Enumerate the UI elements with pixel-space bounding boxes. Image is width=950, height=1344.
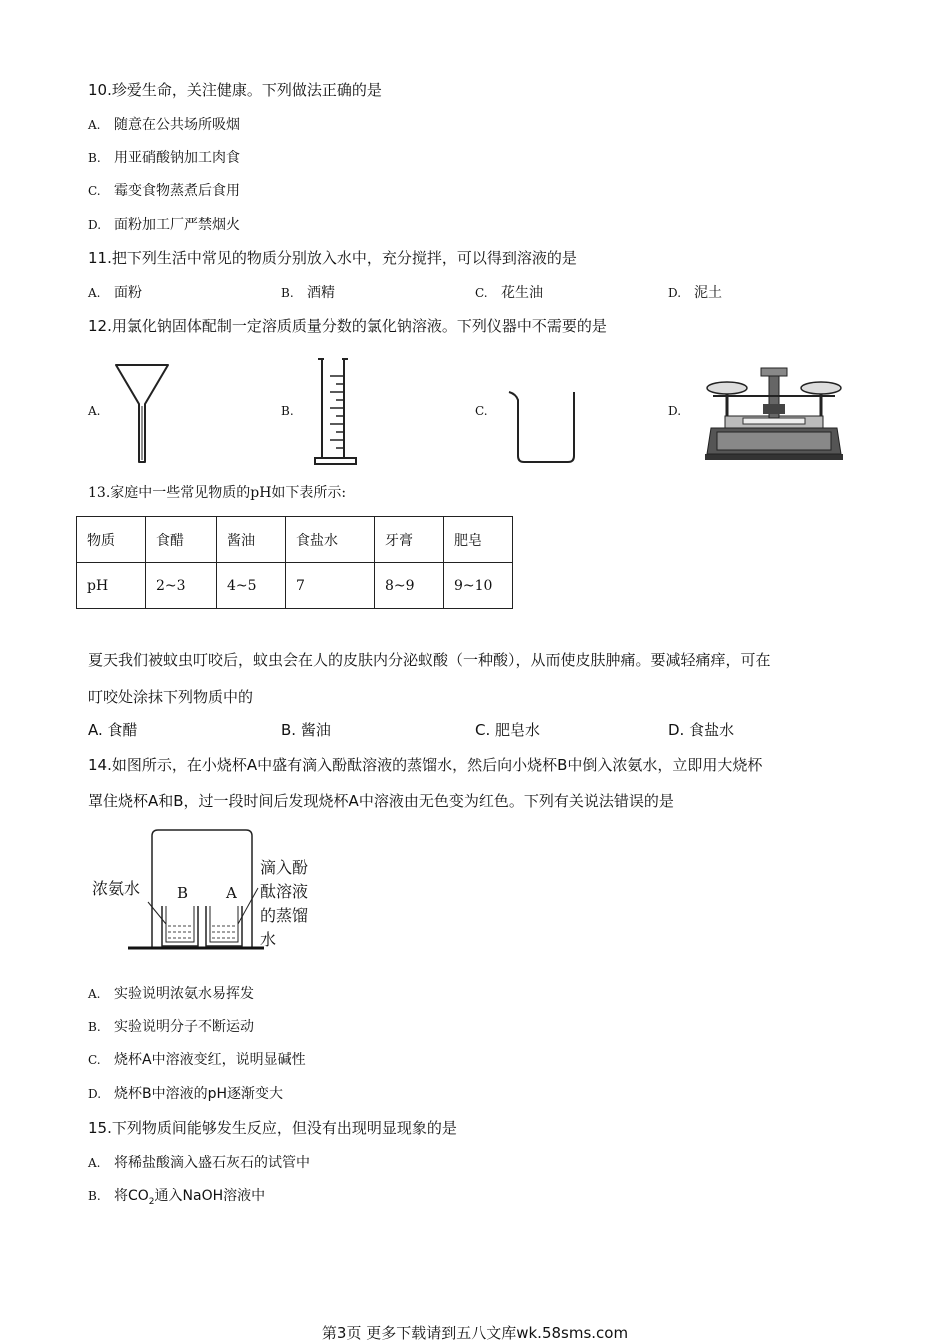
option-text: 面粉 (114, 285, 142, 301)
option-letter: D. (88, 218, 102, 232)
q11-option-b (281, 283, 335, 303)
option-text: 烧杯A中溶液变红，说明显碱性 (114, 1052, 306, 1068)
q12-option-a (88, 401, 114, 421)
q12-stem: 12.用氯化钠固体配制一定溶质质量分数的氯化钠溶液。下列仪器中不需要的是 (88, 317, 607, 335)
table-cell: 食盐水 (286, 517, 375, 563)
option-text: 实验说明浓氨水易挥发 (114, 986, 254, 1002)
table-cell: 8~9 (375, 563, 444, 609)
option-letter: B. (88, 1020, 101, 1034)
figure-label-line: 酞溶液 (260, 882, 309, 901)
q14-option-d (88, 1084, 283, 1104)
table-cell: 4~5 (217, 563, 286, 609)
q10-stem: 10.珍爱生命，关注健康。下列做法正确的是 (88, 81, 382, 99)
option-letter: A. (88, 404, 101, 418)
option-text: 花生油 (501, 285, 543, 301)
table-row (77, 517, 513, 563)
figure-label-ammonia: 浓氨水 (92, 879, 141, 898)
option-letter: C. (88, 1053, 101, 1067)
option-letter: A. (88, 721, 103, 739)
figure-label-line: 的蒸馏 (260, 906, 309, 925)
q14-option-b (88, 1017, 254, 1037)
q14-stem-line1: 14.如图所示，在小烧杯A中盛有滴入酚酞溶液的蒸馏水，然后向小烧杯B中倒入浓氨水，立即用大烧杯 (88, 756, 763, 774)
q11-option-a (88, 283, 142, 303)
q12-option-b (281, 401, 307, 421)
option-letter: B. (88, 1189, 101, 1203)
option-text: 酒精 (307, 285, 335, 301)
q10-option-b (88, 148, 240, 168)
q11-option-c (475, 283, 543, 303)
option-text-post: 通入NaOH溶液中 (154, 1188, 266, 1204)
option-letter: C. (475, 286, 488, 300)
figure-label-line: 滴入酚 (260, 858, 309, 877)
option-letter: D. (88, 1087, 102, 1101)
option-text-subscript: 2 (148, 1196, 155, 1207)
table-cell: 肥皂 (444, 517, 513, 563)
option-text-pre: 将CO (114, 1188, 149, 1204)
q13-stem: 13.家庭中一些常见物质的pH如下表所示: (88, 485, 347, 501)
table-row (77, 563, 513, 609)
option-letter: B. (281, 404, 294, 418)
option-letter: D. (668, 286, 682, 300)
option-text: 食醋 (107, 721, 138, 739)
option-letter: C. (475, 404, 488, 418)
beaker-icon (506, 388, 578, 466)
option-text: 将稀盐酸滴入盛石灰石的试管中 (114, 1155, 310, 1171)
table-cell: 牙膏 (375, 517, 444, 563)
q10-option-c (88, 181, 240, 201)
q13-option-b (281, 720, 331, 740)
graduated-cylinder-icon (312, 356, 360, 468)
option-letter: A. (88, 987, 101, 1001)
table-cell: 物质 (77, 517, 146, 563)
table-cell: 9~10 (444, 563, 513, 609)
q10-option-d (88, 215, 240, 235)
option-text: 烧杯B中溶液的pH逐渐变大 (114, 1086, 284, 1102)
figure-label-line: 水 (260, 930, 277, 949)
q11-stem: 11.把下列生活中常见的物质分别放入水中，充分搅拌，可以得到溶液的是 (88, 249, 577, 267)
option-letter: A. (88, 286, 101, 300)
table-cell: pH (77, 563, 146, 609)
option-letter: B. (281, 286, 294, 300)
q12-option-d (668, 401, 694, 421)
option-letter: C. (88, 184, 101, 198)
table-cell: 7 (286, 563, 375, 609)
q13-paragraph-line1: 夏天我们被蚊虫叮咬后，蚊虫会在人的皮肤内分泌蚁酸（一种酸），从而使皮肤肿痛。要减轻痛痒，可在 (88, 651, 771, 669)
q14-stem-line2: 罩住烧杯A和B，过一段时间后发现烧杯A中溶液由无色变为红色。下列有关说法错误的是 (88, 792, 674, 810)
option-letter: A. (88, 1156, 101, 1170)
option-letter: C. (475, 721, 491, 739)
option-text: 泥土 (694, 285, 722, 301)
q15-option-a (88, 1153, 310, 1173)
option-text: 食盐水 (689, 721, 735, 739)
option-letter: D. (668, 721, 685, 739)
ph-table (76, 516, 513, 609)
table-cell: 食醋 (146, 517, 217, 563)
option-text: 面粉加工厂严禁烟火 (114, 217, 240, 233)
option-text: 实验说明分子不断运动 (114, 1019, 254, 1035)
q11-option-d (668, 283, 722, 303)
q10-option-a (88, 115, 240, 135)
figure-label-phenolphthalein (260, 856, 308, 952)
page-footer: 第3页 更多下载请到五八文库wk.58sms.com (321, 1324, 629, 1342)
figure-label-beaker-a: A (226, 884, 237, 902)
q13-paragraph-line2: 叮咬处涂抹下列物质中的 (88, 688, 254, 706)
q15-option-b (88, 1186, 265, 1212)
table-cell: 2~3 (146, 563, 217, 609)
option-letter: B. (88, 151, 101, 165)
option-text: 酱油 (300, 721, 331, 739)
q13-option-a (88, 720, 138, 740)
option-letter: B. (281, 721, 297, 739)
option-text: 霉变食物蒸煮后食用 (114, 183, 240, 199)
funnel-icon (112, 362, 172, 466)
q15-stem: 15.下列物质间能够发生反应，但没有出现明显现象的是 (88, 1119, 457, 1137)
figure-label-beaker-b: B (177, 884, 189, 902)
q13-option-d (668, 720, 734, 740)
option-text: 肥皂水 (495, 721, 541, 739)
table-cell: 酱油 (217, 517, 286, 563)
option-text: 随意在公共场所吸烟 (114, 117, 240, 133)
q14-option-c (88, 1050, 306, 1070)
q12-option-c (475, 401, 501, 421)
option-letter: D. (668, 404, 682, 418)
balance-scale-icon (703, 366, 845, 462)
option-text: 用亚硝酸钠加工肉食 (114, 150, 240, 166)
q13-option-c (475, 720, 540, 740)
option-letter: A. (88, 118, 101, 132)
q14-option-a (88, 984, 254, 1004)
